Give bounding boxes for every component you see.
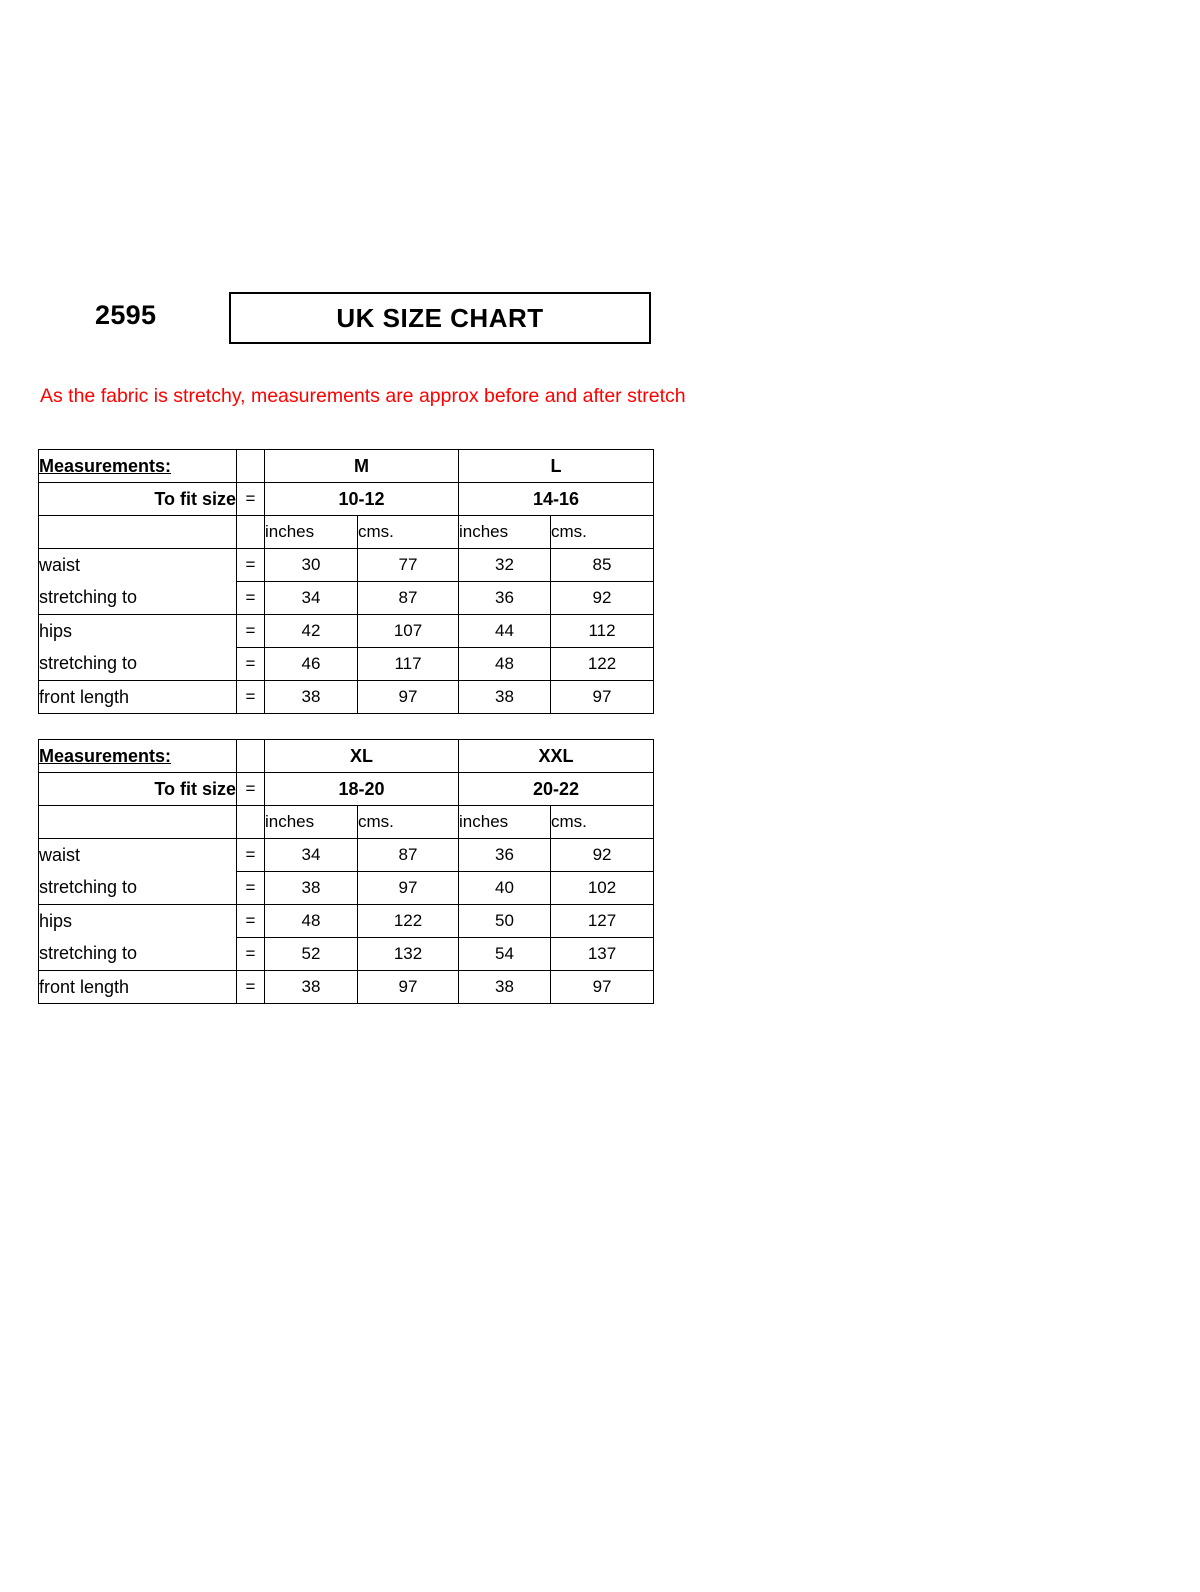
unit-inches-xxl: inches — [459, 806, 551, 839]
cell-waist-m-inches: 30 — [265, 549, 358, 582]
table-tofit-row — [39, 483, 654, 516]
cell-hips-xl-inches: 48 — [265, 905, 358, 938]
cell-waist-l-cms: 85 — [551, 549, 654, 582]
row-label-front-length: front length — [39, 971, 237, 1004]
row-equals: = — [237, 872, 265, 905]
row-equals: = — [237, 549, 265, 582]
table-header-row — [39, 450, 654, 483]
cell-stretch1-xxl-cms: 102 — [551, 872, 654, 905]
row-equals: = — [237, 648, 265, 681]
table-row — [39, 872, 654, 905]
size-heading-xl: XL — [265, 740, 459, 773]
row-label-front-length: front length — [39, 681, 237, 714]
units-blank — [39, 806, 237, 839]
cell-front-xl-cms: 97 — [358, 971, 459, 1004]
header-measurements: Measurements: — [39, 740, 237, 773]
cell-stretch2-m-inches: 46 — [265, 648, 358, 681]
table-row — [39, 648, 654, 681]
cell-hips-xxl-inches: 50 — [459, 905, 551, 938]
document-code: 2595 — [95, 300, 157, 330]
unit-cms-m: cms. — [358, 516, 459, 549]
cell-hips-xl-cms: 122 — [358, 905, 459, 938]
units-blank-eq — [237, 516, 265, 549]
cell-stretch2-xl-cms: 132 — [358, 938, 459, 971]
table-header-row — [39, 740, 654, 773]
table-tofit-row — [39, 773, 654, 806]
row-equals: = — [237, 905, 265, 938]
cell-waist-xxl-cms: 92 — [551, 839, 654, 872]
row-label-stretching-1: stretching to — [39, 582, 237, 615]
cell-front-m-cms: 97 — [358, 681, 459, 714]
cell-hips-m-inches: 42 — [265, 615, 358, 648]
unit-cms-xxl: cms. — [551, 806, 654, 839]
table-row — [39, 971, 654, 1004]
row-label-waist: waist — [39, 549, 237, 582]
unit-cms-l: cms. — [551, 516, 654, 549]
label-to-fit-size: To fit size — [39, 773, 237, 806]
row-equals: = — [237, 839, 265, 872]
units-blank — [39, 516, 237, 549]
table-row — [39, 681, 654, 714]
header-measurements: Measurements: — [39, 450, 237, 483]
tofit-xxl: 20-22 — [459, 773, 654, 806]
cell-stretch1-xxl-inches: 40 — [459, 872, 551, 905]
equals-sign: = — [237, 483, 265, 516]
size-heading-m: M — [265, 450, 459, 483]
cell-stretch2-l-cms: 122 — [551, 648, 654, 681]
size-heading-xxl: XXL — [459, 740, 654, 773]
table-row — [39, 905, 654, 938]
unit-inches-xl: inches — [265, 806, 358, 839]
row-label-hips: hips — [39, 615, 237, 648]
table-units-row — [39, 806, 654, 839]
cell-front-l-inches: 38 — [459, 681, 551, 714]
row-equals: = — [237, 582, 265, 615]
row-label-stretching-1: stretching to — [39, 872, 237, 905]
cell-hips-l-cms: 112 — [551, 615, 654, 648]
size-table-xl-xxl — [38, 739, 654, 1004]
row-equals: = — [237, 681, 265, 714]
cell-stretch2-xxl-cms: 137 — [551, 938, 654, 971]
unit-inches-m: inches — [265, 516, 358, 549]
label-to-fit-size: To fit size — [39, 483, 237, 516]
cell-waist-m-cms: 77 — [358, 549, 459, 582]
cell-stretch1-l-cms: 92 — [551, 582, 654, 615]
cell-waist-xl-inches: 34 — [265, 839, 358, 872]
unit-cms-xl: cms. — [358, 806, 459, 839]
cell-stretch1-m-inches: 34 — [265, 582, 358, 615]
table-row — [39, 615, 654, 648]
cell-stretch2-m-cms: 117 — [358, 648, 459, 681]
row-label-stretching-2: stretching to — [39, 938, 237, 971]
row-equals: = — [237, 615, 265, 648]
units-blank-eq — [237, 806, 265, 839]
cell-front-xxl-inches: 38 — [459, 971, 551, 1004]
cell-front-xxl-cms: 97 — [551, 971, 654, 1004]
header-spacer — [237, 450, 265, 483]
cell-waist-xl-cms: 87 — [358, 839, 459, 872]
cell-front-m-inches: 38 — [265, 681, 358, 714]
row-equals: = — [237, 938, 265, 971]
cell-hips-m-cms: 107 — [358, 615, 459, 648]
cell-stretch1-m-cms: 87 — [358, 582, 459, 615]
header-spacer — [237, 740, 265, 773]
cell-front-xl-inches: 38 — [265, 971, 358, 1004]
cell-hips-xxl-cms: 127 — [551, 905, 654, 938]
table-row — [39, 582, 654, 615]
size-heading-l: L — [459, 450, 654, 483]
row-label-stretching-2: stretching to — [39, 648, 237, 681]
cell-stretch2-xl-inches: 52 — [265, 938, 358, 971]
table-row — [39, 938, 654, 971]
cell-waist-l-inches: 32 — [459, 549, 551, 582]
cell-stretch1-l-inches: 36 — [459, 582, 551, 615]
table-row — [39, 839, 654, 872]
row-equals: = — [237, 971, 265, 1004]
row-label-hips: hips — [39, 905, 237, 938]
table-row — [39, 549, 654, 582]
tofit-m: 10-12 — [265, 483, 459, 516]
cell-stretch1-xl-cms: 97 — [358, 872, 459, 905]
cell-waist-xxl-inches: 36 — [459, 839, 551, 872]
page-title: UK SIZE CHART — [336, 302, 544, 333]
tofit-l: 14-16 — [459, 483, 654, 516]
tofit-xl: 18-20 — [265, 773, 459, 806]
stretch-note: As the fabric is stretchy, measurements are approx before and after stretch — [40, 385, 686, 407]
unit-inches-l: inches — [459, 516, 551, 549]
size-table-m-l — [38, 449, 654, 714]
cell-hips-l-inches: 44 — [459, 615, 551, 648]
cell-front-l-cms: 97 — [551, 681, 654, 714]
cell-stretch1-xl-inches: 38 — [265, 872, 358, 905]
title-box — [229, 292, 651, 344]
row-label-waist: waist — [39, 839, 237, 872]
cell-stretch2-xxl-inches: 54 — [459, 938, 551, 971]
table-units-row — [39, 516, 654, 549]
cell-stretch2-l-inches: 48 — [459, 648, 551, 681]
equals-sign: = — [237, 773, 265, 806]
document-header — [95, 292, 695, 348]
